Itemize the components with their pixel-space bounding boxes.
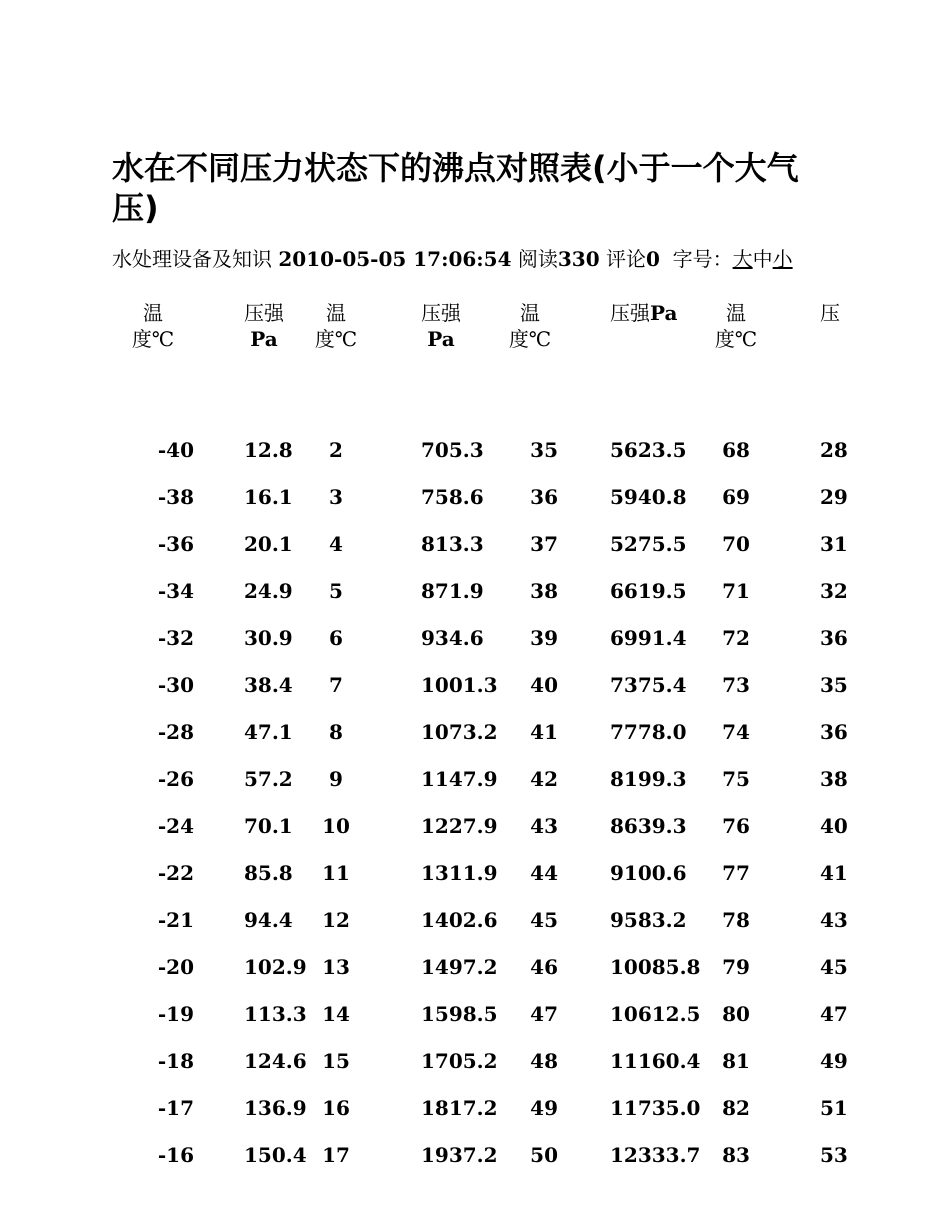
table-cell: -17 <box>157 1096 194 1120</box>
table-cell: 150.4 <box>244 1143 307 1167</box>
table-cell: 30.9 <box>244 626 293 650</box>
table-cell: 78 <box>722 908 750 932</box>
header-line1: 温 <box>726 301 746 325</box>
reads-label: 阅读 <box>517 247 558 271</box>
table-cell: 16.1 <box>244 485 293 509</box>
table-header-cell <box>421 300 461 352</box>
table-cell: 1937.2 <box>421 1143 498 1167</box>
header-line2: 度℃ <box>314 327 358 351</box>
table-cell: -22 <box>157 861 194 885</box>
table-cell: -16 <box>157 1143 194 1167</box>
table-cell: 14 <box>322 1002 350 1026</box>
table-cell: 29 <box>820 485 848 509</box>
table-cell: -26 <box>157 767 194 791</box>
table-cell: 24.9 <box>244 579 293 603</box>
table-cell: 81 <box>722 1049 750 1073</box>
header-line1: 压强Pa <box>610 301 678 325</box>
table-cell: 45 <box>820 955 848 979</box>
table-row <box>112 738 848 838</box>
table-cell: 37 <box>530 532 558 556</box>
table-cell: 44 <box>530 861 558 885</box>
header-line1: 压强 <box>421 301 461 325</box>
table-cell: 8199.3 <box>610 767 687 791</box>
table-cell: 43 <box>530 814 558 838</box>
table-cell: 82 <box>722 1096 750 1120</box>
article-title: 水在不同压力状态下的沸点对照表(小于一个大气压) <box>112 149 799 227</box>
table-cell: -32 <box>157 626 194 650</box>
header-line2: 度℃ <box>131 327 175 351</box>
table-cell: 12333.7 <box>610 1143 701 1167</box>
table-cell: -34 <box>157 579 194 603</box>
table-cell: 32 <box>820 579 848 603</box>
table-cell: 3 <box>329 485 343 509</box>
header-line1: 压强 <box>244 301 284 325</box>
table-cell: 1227.9 <box>421 814 498 838</box>
table-cell: 1001.3 <box>421 673 498 697</box>
table-cell: 10612.5 <box>610 1002 701 1026</box>
table-cell: 77 <box>722 861 750 885</box>
table-cell: 71 <box>722 579 750 603</box>
table-cell: -38 <box>157 485 194 509</box>
table-cell: 47 <box>530 1002 558 1026</box>
table-cell: 6 <box>329 626 343 650</box>
table-cell: 6619.5 <box>610 579 687 603</box>
table-cell: 42 <box>530 767 558 791</box>
table-cell: 705.3 <box>421 438 484 462</box>
header-line1: 温 <box>520 301 540 325</box>
table-cell: 8 <box>329 720 343 744</box>
table-cell: 10085.8 <box>610 955 701 979</box>
header-line2: 度℃ <box>714 327 758 351</box>
table-cell: 758.6 <box>421 485 484 509</box>
table-cell: 49 <box>820 1049 848 1073</box>
table-cell: 57.2 <box>244 767 293 791</box>
table-cell: 47 <box>820 1002 848 1026</box>
table-cell: 94.4 <box>244 908 293 932</box>
table-cell: 83 <box>722 1143 750 1167</box>
table-cell: 73 <box>722 673 750 697</box>
header-line2: Pa <box>427 327 455 351</box>
table-cell: 5275.5 <box>610 532 687 556</box>
table-cell: 102.9 <box>244 955 307 979</box>
table-cell: 49 <box>530 1096 558 1120</box>
table-cell: 38 <box>530 579 558 603</box>
reads-count: 330 <box>557 247 600 271</box>
table-cell: 136.9 <box>244 1096 307 1120</box>
table-body <box>112 362 848 1167</box>
table-header-cell <box>704 300 768 352</box>
table-cell: 47.1 <box>244 720 293 744</box>
table-header-cell <box>820 300 840 326</box>
table-cell: 15 <box>322 1049 350 1073</box>
table-cell: 36 <box>530 485 558 509</box>
table-row <box>112 503 848 603</box>
table-cell: 11 <box>322 861 350 885</box>
table-cell: 1402.6 <box>421 908 498 932</box>
table-cell: 1147.9 <box>421 767 498 791</box>
table-cell: 40 <box>820 814 848 838</box>
header-line1: 温 <box>326 301 346 325</box>
header-line1: 压 <box>820 301 840 325</box>
table-cell: 53 <box>820 1143 848 1167</box>
table-cell: 69 <box>722 485 750 509</box>
table-cell: 9 <box>329 767 343 791</box>
table-cell: 40 <box>530 673 558 697</box>
table-cell: 7375.4 <box>610 673 687 697</box>
table-cell: 934.6 <box>421 626 484 650</box>
table-cell: 45 <box>530 908 558 932</box>
table-cell: 13 <box>322 955 350 979</box>
article-datetime: 2010-05-05 17:06:54 <box>278 247 512 271</box>
table-cell: 11735.0 <box>610 1096 701 1120</box>
table-cell: 38.4 <box>244 673 293 697</box>
table-cell: 813.3 <box>421 532 484 556</box>
table-row <box>112 409 848 509</box>
table-row <box>112 832 848 932</box>
table-cell: -18 <box>157 1049 194 1073</box>
table-cell: 1817.2 <box>421 1096 498 1120</box>
table-cell: -36 <box>157 532 194 556</box>
table-row <box>112 1067 848 1167</box>
table-header-cell <box>312 300 360 352</box>
table-cell: 1497.2 <box>421 955 498 979</box>
table-cell: 4 <box>329 532 343 556</box>
table-cell: 36 <box>820 720 848 744</box>
table-cell: 43 <box>820 908 848 932</box>
table-cell: 17 <box>322 1143 350 1167</box>
table-cell: 48 <box>530 1049 558 1073</box>
table-cell: 8639.3 <box>610 814 687 838</box>
table-cell: 36 <box>820 626 848 650</box>
table-row <box>112 362 848 462</box>
table-row <box>112 550 848 650</box>
table-cell: -21 <box>157 908 194 932</box>
table-cell: 80 <box>722 1002 750 1026</box>
table-cell: 31 <box>820 532 848 556</box>
header-line2: Pa <box>250 327 278 351</box>
table-cell: 11160.4 <box>610 1049 701 1073</box>
table-cell: 41 <box>530 720 558 744</box>
header-line2: 度℃ <box>508 327 552 351</box>
table-row <box>112 644 848 744</box>
table-cell: 6991.4 <box>610 626 687 650</box>
table-cell: 113.3 <box>244 1002 307 1026</box>
table-header-row <box>112 300 841 362</box>
table-cell: -19 <box>157 1002 194 1026</box>
font-size-small-link[interactable]: 小 <box>772 247 793 271</box>
font-size-medium-link[interactable]: 中 <box>752 247 773 271</box>
table-cell: 72 <box>722 626 750 650</box>
table-row <box>112 1020 848 1120</box>
table-cell: 5 <box>329 579 343 603</box>
table-cell: 79 <box>722 955 750 979</box>
table-row <box>112 785 848 885</box>
table-cell: 9100.6 <box>610 861 687 885</box>
table-header-cell <box>610 300 677 326</box>
table-cell: 1311.9 <box>421 861 498 885</box>
table-cell: 1705.2 <box>421 1049 498 1073</box>
table-cell: 10 <box>322 814 350 838</box>
table-cell: 871.9 <box>421 579 484 603</box>
table-cell: 7778.0 <box>610 720 687 744</box>
table-cell: 5940.8 <box>610 485 687 509</box>
table-row <box>112 879 848 979</box>
table-cell: 46 <box>530 955 558 979</box>
table-cell: 41 <box>820 861 848 885</box>
table-cell: 85.8 <box>244 861 293 885</box>
table-cell: 35 <box>820 673 848 697</box>
table-cell: 7 <box>329 673 343 697</box>
comments-label: 评论 <box>605 247 646 271</box>
table-row <box>112 597 848 697</box>
table-cell: 35 <box>530 438 558 462</box>
table-cell: 76 <box>722 814 750 838</box>
table-cell: 70 <box>722 532 750 556</box>
table-cell: 9583.2 <box>610 908 687 932</box>
table-cell: 68 <box>722 438 750 462</box>
table-cell: 51 <box>820 1096 848 1120</box>
header-line1: 温 <box>143 301 163 325</box>
table-cell: 74 <box>722 720 750 744</box>
table-row <box>112 973 848 1073</box>
table-cell: 5623.5 <box>610 438 687 462</box>
table-cell: 12 <box>322 908 350 932</box>
table-cell: 28 <box>820 438 848 462</box>
table-cell: 16 <box>322 1096 350 1120</box>
table-cell: -24 <box>157 814 194 838</box>
article-meta <box>112 246 793 272</box>
table-cell: 1598.5 <box>421 1002 498 1026</box>
table-row <box>112 691 848 791</box>
table-cell: 75 <box>722 767 750 791</box>
table-row <box>112 926 848 1026</box>
table-cell: 50 <box>530 1143 558 1167</box>
table-cell: 2 <box>329 438 343 462</box>
table-header-cell <box>502 300 558 352</box>
font-size-large-link[interactable]: 大 <box>732 247 753 271</box>
table-cell: 38 <box>820 767 848 791</box>
table-cell: -40 <box>157 438 194 462</box>
table-cell: -20 <box>157 955 194 979</box>
table-cell: -28 <box>157 720 194 744</box>
table-row <box>112 456 848 556</box>
table-cell: 20.1 <box>244 532 293 556</box>
table-cell: 124.6 <box>244 1049 307 1073</box>
table-cell: 1073.2 <box>421 720 498 744</box>
boiling-point-table <box>112 300 848 1167</box>
comments-count[interactable]: 0 <box>645 247 660 271</box>
table-cell: 12.8 <box>244 438 293 462</box>
table-cell: -30 <box>157 673 194 697</box>
table-header-cell <box>244 300 284 352</box>
table-header-cell <box>112 300 194 352</box>
table-cell: 70.1 <box>244 814 293 838</box>
article-category[interactable]: 水处理设备及知识 <box>112 247 272 271</box>
fontsize-label: 字号： <box>672 247 733 271</box>
table-cell: 39 <box>530 626 558 650</box>
